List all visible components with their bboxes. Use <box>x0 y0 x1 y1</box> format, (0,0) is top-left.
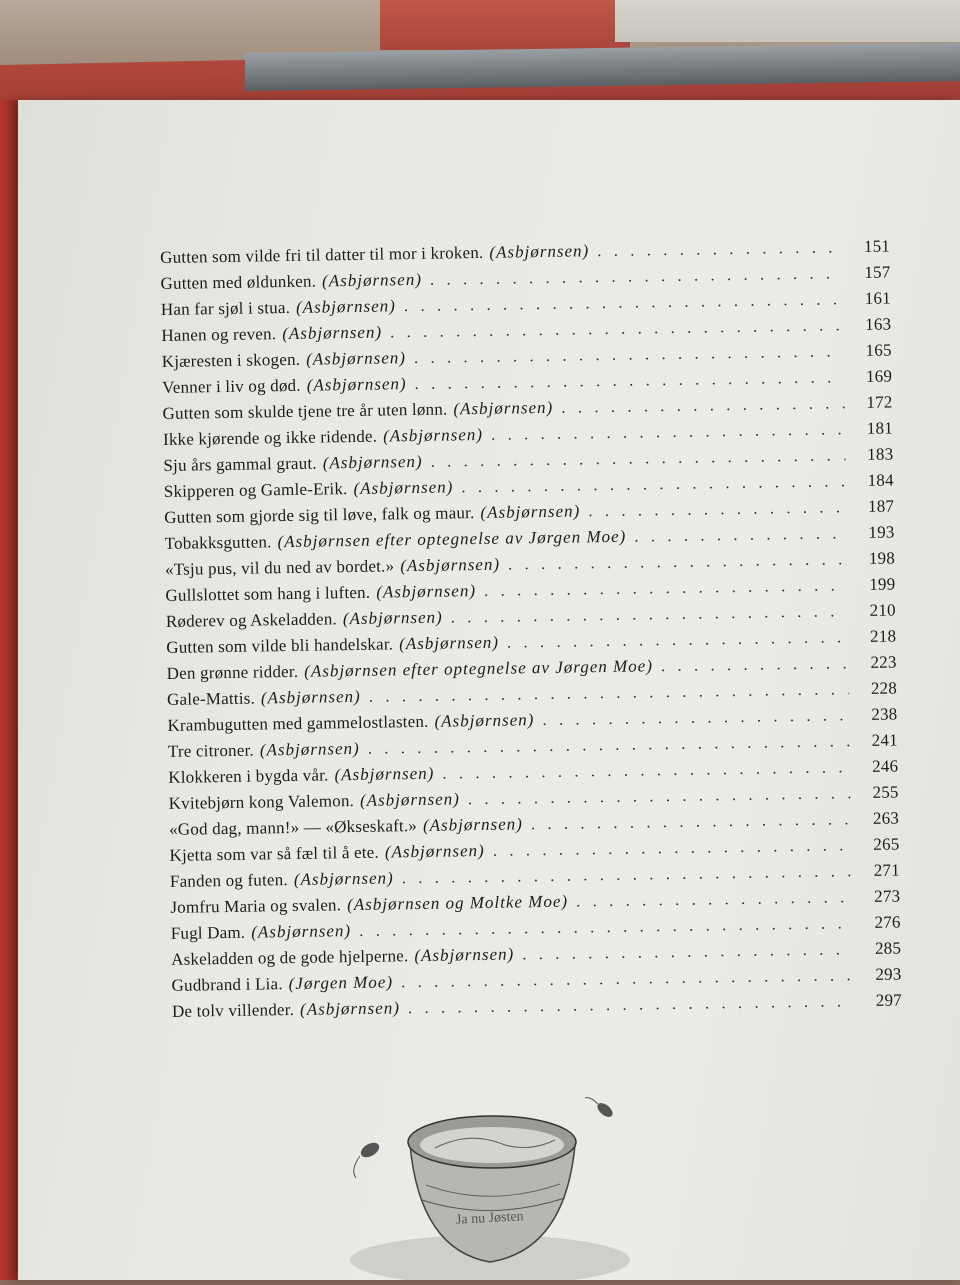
toc-entry-title: Tobakksgutten. <box>164 532 272 553</box>
toc-entry-page-number: 184 <box>867 470 894 490</box>
bowl-illustration <box>340 1090 640 1280</box>
book-cover-top <box>380 0 630 50</box>
toc-entry-page-number: 276 <box>874 912 901 932</box>
toc-entry-title: Gale-Mattis. <box>166 688 256 709</box>
toc-entry-title: Gutten som gjorde sig til løve, falk og maur. <box>164 503 475 527</box>
toc-entry-author: (Asbjørnsen) <box>342 607 443 629</box>
toc-entry-page-number: 181 <box>866 418 894 438</box>
toc-entry-author: (Asbjørnsen) <box>383 424 484 446</box>
toc-entry-title: Gullslottet som hang i luften. <box>165 582 371 605</box>
toc-entry-page-number: 273 <box>874 886 901 906</box>
toc-entry-author: (Asbjørnsen) <box>489 241 590 262</box>
toc-entry-title: «God dag, mann!» — «Økseskaft.» <box>168 816 418 839</box>
toc-entry-author: (Asbjørnsen) <box>376 581 477 602</box>
toc-entry-title: Fanden og futen. <box>169 870 289 891</box>
dot-leader <box>493 835 852 861</box>
toc-entry-title: Han far sjøl i stua. <box>160 297 291 319</box>
toc-entry-page-number: 285 <box>874 938 902 958</box>
toc-entry-page-number: 238 <box>871 704 898 724</box>
toc-entry-title: Kvitebjørn kong Valemon. <box>168 791 355 813</box>
dot-leader <box>508 549 847 574</box>
toc-entry-title: Gutten som vilde bli handelskar. <box>166 634 394 657</box>
toc-entry-page-number: 161 <box>864 288 892 308</box>
dot-leader <box>561 393 845 417</box>
toc-entry-author: (Asbjørnsen) <box>306 374 407 395</box>
toc-entry-author: (Asbjørnsen) <box>299 998 401 1019</box>
toc-entry-page-number: 198 <box>868 548 896 568</box>
toc-entry-page-number: 265 <box>873 834 900 854</box>
dot-leader <box>588 497 846 521</box>
toc-entry-title: Kjæresten i skogen. <box>161 349 301 371</box>
toc-entry-title: Sju års gammal graut. <box>163 453 317 475</box>
toc-entry-title: Røderev og Askeladden. <box>165 609 338 631</box>
toc-entry-author: (Asbjørnsen) <box>422 814 524 835</box>
toc-entry-page-number: 228 <box>870 678 898 698</box>
toc-entry-title: De tolv villender. <box>171 999 295 1021</box>
toc-entry-page-number: 169 <box>865 366 893 386</box>
book-cover-grey <box>615 0 960 42</box>
toc-entry-page-number: 157 <box>864 262 891 282</box>
toc-entry-author: (Asbjørnsen efter optegnelse av Jørgen Moe) <box>277 526 627 552</box>
toc-entry-title: Hanen og reven. <box>161 324 277 345</box>
toc-entry-page-number: 199 <box>869 574 896 594</box>
toc-entry-title: Klokkeren i bygda vår. <box>168 765 329 787</box>
dot-leader <box>597 237 842 261</box>
toc-entry-author: (Asbjørnsen) <box>293 868 394 889</box>
toc-entry-title: Krambugutten med gammelostlasten. <box>167 711 429 735</box>
toc-entry-title: Jomfru Maria og svalen. <box>170 895 342 917</box>
toc-entry-author: (Asbjørnsen) <box>282 322 383 344</box>
toc-entry-title: Gutten med øldunken. <box>160 271 317 293</box>
toc-entry-page-number: 187 <box>867 496 895 516</box>
toc-entry-page-number: 165 <box>865 340 892 360</box>
toc-entry-page-number: 241 <box>871 730 898 750</box>
toc-entry-page-number: 163 <box>865 314 892 334</box>
toc-entry-author: (Asbjørnsen) <box>322 451 423 473</box>
toc-entry-author: (Jørgen Moe) <box>288 972 394 994</box>
toc-entry-title: «Tsju pus, vil du ned av bordet.» <box>164 556 395 579</box>
dot-leader <box>542 705 849 730</box>
toc-entry-title: Tre citroner. <box>167 740 255 761</box>
toc-entry-author: (Asbjørnsen) <box>414 944 515 966</box>
toc-entry-author: (Asbjørnsen) <box>334 763 435 785</box>
toc-entry-author: (Asbjørnsen) <box>353 477 454 498</box>
toc-entry-author: (Asbjørnsen) <box>400 554 501 576</box>
toc-entry-title: Venner i liv og død. <box>162 375 301 397</box>
dot-leader <box>507 627 849 652</box>
toc-entry-page-number: 271 <box>873 860 901 880</box>
toc-entry-title: Gutten som skulde tjene tre år uten lønn. <box>162 399 448 423</box>
toc-entry-title: Skipperen og Gamle-Erik. <box>163 479 348 501</box>
bowl-inscription: Ja nu Jøsten <box>455 1209 524 1228</box>
toc-entry-page-number: 263 <box>872 808 900 828</box>
toc-entry-page-number: 246 <box>871 756 899 776</box>
toc-entry-page-number: 151 <box>863 236 891 256</box>
toc-entry-author: (Asbjørnsen) <box>480 501 581 522</box>
toc-entry-author: (Asbjørnsen) <box>321 269 423 291</box>
toc-entry-author: (Asbjørnsen og Moltke Moe) <box>346 891 569 915</box>
toc-entry-author: (Asbjørnsen) <box>359 789 460 810</box>
dot-leader <box>576 887 852 911</box>
toc-entry-page-number: 218 <box>869 626 897 646</box>
toc-entry-page-number: 293 <box>875 964 902 984</box>
toc-entry-page-number: 183 <box>867 444 894 464</box>
toc-entry-author: (Asbjørnsen) <box>399 632 500 654</box>
toc-entry-title: Gutten som vilde fri til datter til mor i kroken. <box>160 242 484 267</box>
toc-entry-author: (Asbjørnsen) <box>251 921 352 942</box>
toc-entry-page-number: 223 <box>870 652 897 672</box>
dot-leader <box>491 419 845 445</box>
toc-entry-author: (Asbjørnsen) <box>305 348 407 369</box>
toc-entry-page-number: 193 <box>868 522 895 542</box>
toc-entry-author: (Asbjørnsen) <box>260 686 361 708</box>
toc-entry-page-number: 210 <box>869 600 896 620</box>
toc-entry-page-number: 297 <box>875 990 903 1010</box>
dot-leader <box>634 523 847 546</box>
toc-entry-title: Gudbrand i Lia. <box>171 974 283 995</box>
toc-entry-title: Askeladden og de gode hjelperne. <box>171 946 409 969</box>
toc-entry-author: (Asbjørnsen) <box>259 738 360 760</box>
toc-entry-author: (Asbjørnsen efter optegnelse av Jørgen Moe) <box>304 656 654 681</box>
dot-leader <box>531 809 852 834</box>
dot-leader <box>522 939 853 964</box>
toc-entry-title: Kjetta som var så fæl til å ete. <box>169 842 380 865</box>
toc-entry-title: Ikke kjørende og ikke ridende. <box>162 426 378 449</box>
dot-leader <box>484 575 848 601</box>
dot-leader <box>661 653 849 676</box>
toc-entry-page-number: 255 <box>872 782 899 802</box>
bowl-with-mice-illustration <box>340 1090 640 1280</box>
toc-entry-title: Fugl Dam. <box>170 922 246 943</box>
toc-entry-author: (Asbjørnsen) <box>295 296 397 317</box>
toc-entry-author: (Asbjørnsen) <box>434 710 535 731</box>
toc-entry-author: (Asbjørnsen) <box>453 397 554 419</box>
toc-entry-page-number: 172 <box>866 392 893 412</box>
toc-entry-title: Den grønne ridder. <box>166 661 299 683</box>
toc-entry-author: (Asbjørnsen) <box>384 840 485 862</box>
table-of-contents <box>160 237 902 1028</box>
